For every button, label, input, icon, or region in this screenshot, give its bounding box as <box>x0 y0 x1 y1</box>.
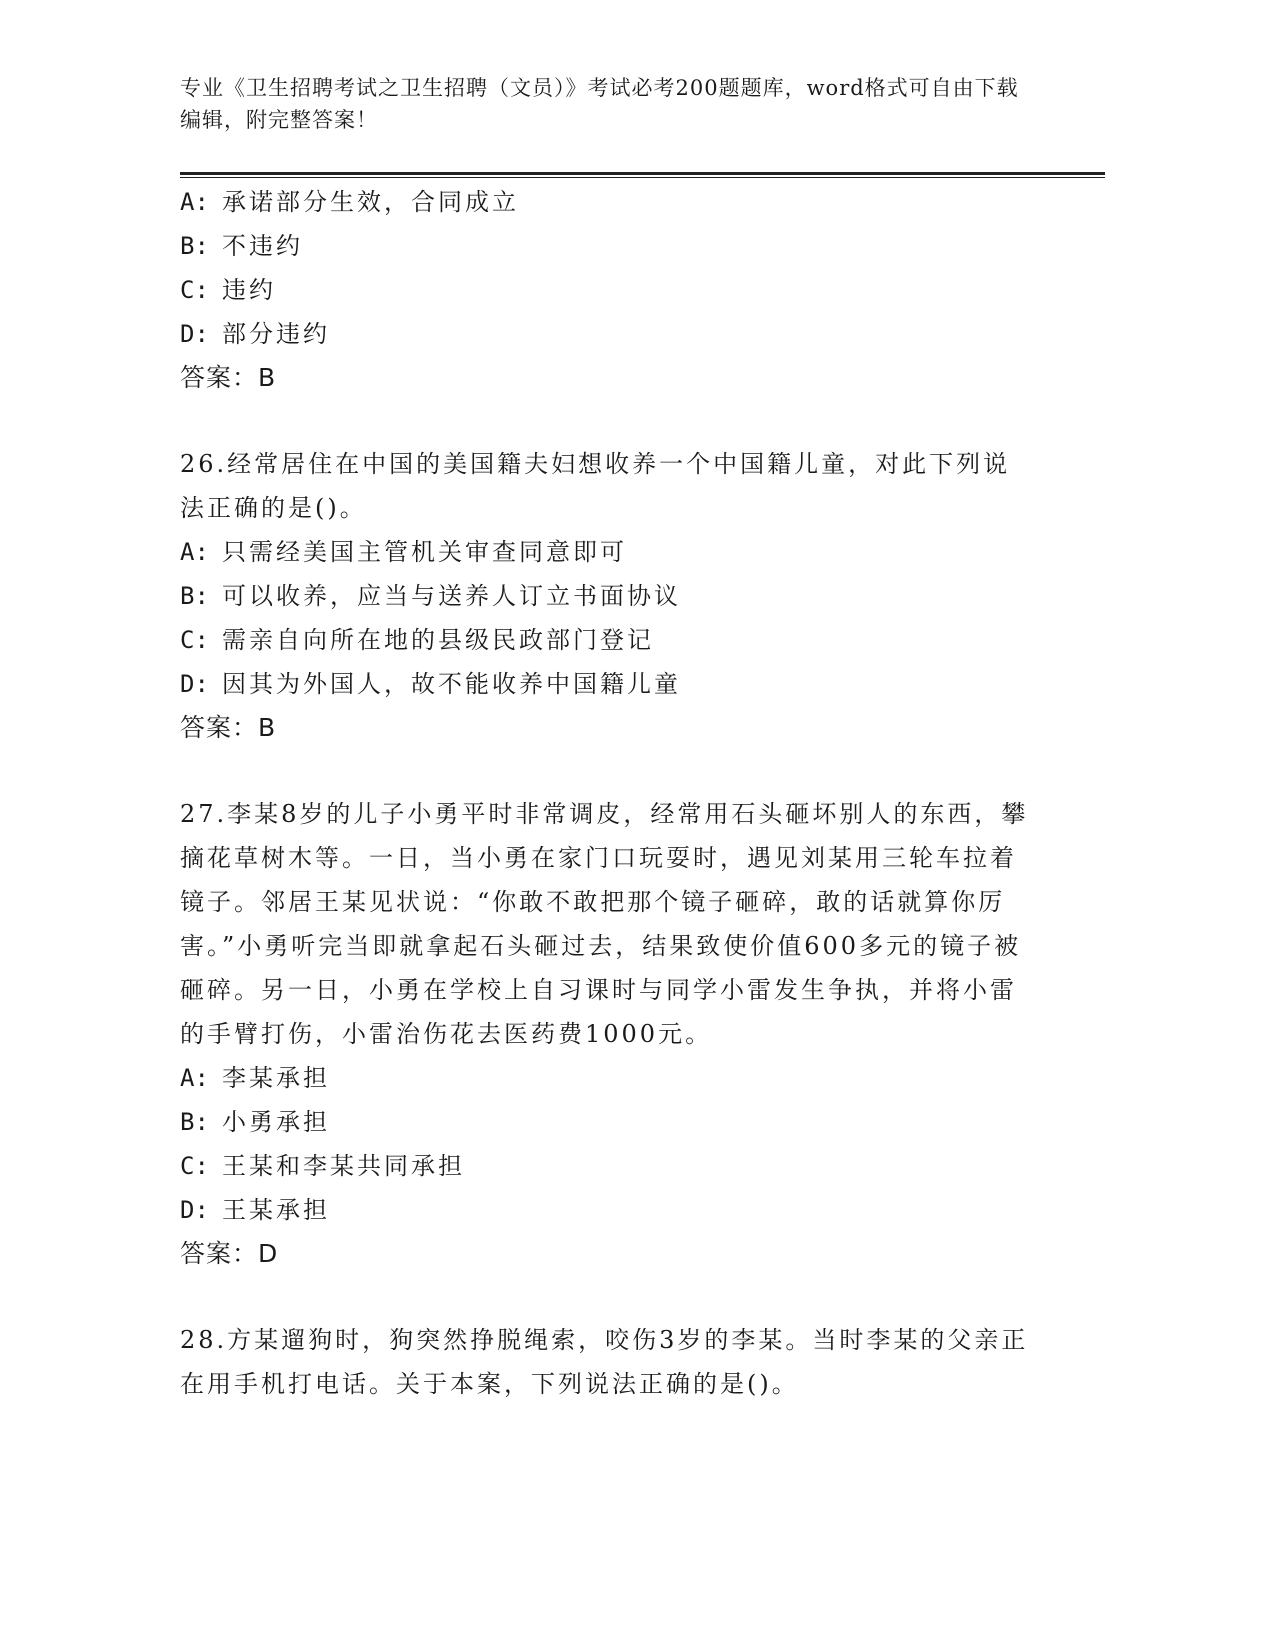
option-c: C: 王某和李某共同承担 <box>180 1152 465 1180</box>
question-text: 26.经常居住在中国的美国籍夫妇想收养一个中国籍儿童，对此下列说法正确的是()。 <box>180 450 1011 522</box>
option-a: A: 只需经美国主管机关审查同意即可 <box>180 538 627 566</box>
answer-line: 答案：D <box>180 1239 279 1268</box>
question-text: 28.方某遛狗时，狗突然挣脱绳索，咬伤3岁的李某。当时李某的父亲正在用手机打电话。关于本案，下列说法正确的是()。 <box>180 1326 1029 1398</box>
option-d: D: 王某承担 <box>180 1196 330 1224</box>
option-a: A: 承诺部分生效，合同成立 <box>180 188 519 216</box>
question-text: 27.李某8岁的儿子小勇平时非常调皮，经常用石头砸坏别人的东西，攀摘花草树木等。一日，当小勇在家门口玩耍时，遇见刘某用三轮车拉着镜子。邻居王某见状说：“你敢不敢把那个镜子砸碎，敢的话就算你厉害。”小勇听完当即就拿起石头砸过去，结果致使价值600多元的镜子被砸碎。另一日，小勇在学校上自习课时与同学小雷发生争执，并将小雷的手臂打伤，小雷治伤花去医药费1000元。 <box>180 800 1029 1048</box>
option-c: C: 需亲自向所在地的县级民政部门登记 <box>180 626 654 654</box>
option-d: D: 部分违约 <box>180 320 330 348</box>
answer-line: 答案：B <box>180 363 277 392</box>
document-header: 专业《卫生招聘考试之卫生招聘（文员）》考试必考200题题库，word格式可自由下载编辑，附完整答案！ <box>180 76 1019 132</box>
option-a: A: 李某承担 <box>180 1064 330 1092</box>
question-26-block <box>180 442 1040 750</box>
question-27-block <box>180 792 1040 1276</box>
header-divider-thin <box>180 177 1105 178</box>
answer-line: 答案：B <box>180 713 277 742</box>
header-divider-thick <box>180 172 1105 175</box>
option-c: C: 违约 <box>180 276 276 304</box>
option-d: D: 因其为外国人，故不能收养中国籍儿童 <box>180 670 681 698</box>
option-b: B: 小勇承担 <box>180 1108 330 1136</box>
question-28-block <box>180 1318 1040 1406</box>
option-b: B: 可以收养，应当与送养人订立书面协议 <box>180 582 681 610</box>
question-25-block <box>180 180 1040 400</box>
option-b: B: 不违约 <box>180 232 303 260</box>
document-body <box>180 180 1040 1406</box>
